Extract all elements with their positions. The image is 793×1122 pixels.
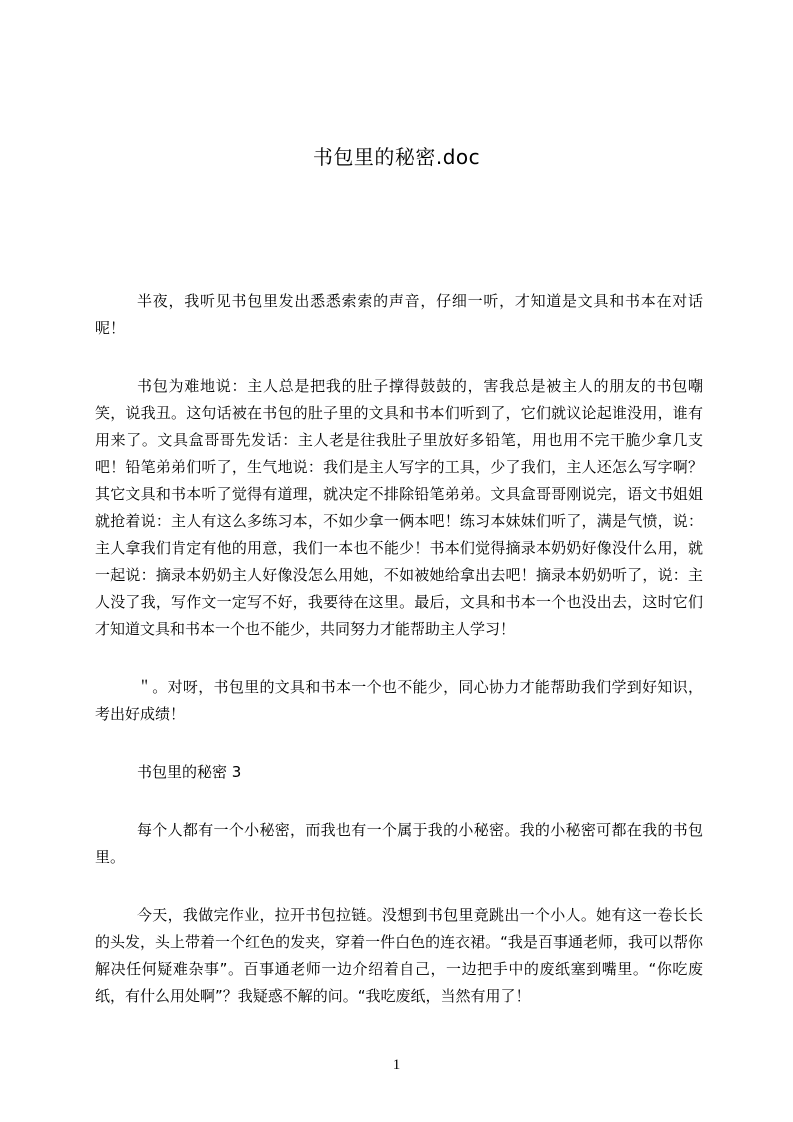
page-number: 1	[392, 1057, 401, 1073]
paragraph-4: 每个人都有一个小秘密，而我也有一个属于我的小秘密。我的小秘密可都在我的书包里。	[95, 821, 703, 866]
document-body	[95, 288, 703, 1041]
paragraph-3: ＂。对呀，书包里的文具和书本一个也不能少，同心协力才能帮助我们学到好知识，考出好成绩！	[95, 678, 703, 723]
paragraph-1: 半夜，我听见书包里发出悉悉索索的声音，仔细一听，才知道是文具和书本在对话呢！	[95, 292, 703, 337]
section-heading: 书包里的秘密 3	[137, 763, 242, 781]
paragraph-2: 书包为难地说：主人总是把我的肚子撑得鼓鼓的，害我总是被主人的朋友的书包嘲笑，说我丑。这句话被在书包的肚子里的文具和书本们听到了，它们就议论起谁没用，谁有用来了。文具盒哥哥先发话：主人老是往我肚子里放好多铅笔，用也用不完干脆少拿几支吧！铅笔弟弟们听了，生气地说：我们是主人写字的工具，少了我们，主人还怎么写字啊？其它文具和书本听了觉得有道理，就决定不排除铅笔弟弟。文具盒哥哥刚说完，语文书姐姐就抢着说：主人有这么多练习本，不如少拿一俩本吧！练习本妹妹们听了，满是气愤，说：主人拿我们肯定有他的用意，我们一本也不能少！书本们觉得摘录本奶奶好像没什么用，就一起说：摘录本奶奶主人好像没怎么用她，不如被她给拿出去吧！摘录本奶奶听了，说：主人没了我，写作文一定写不好，我要待在这里。最后，文具和书本一个也没出去，这时它们才知道文具和书本一个也不能少，共同努力才能帮助主人学习！	[95, 377, 703, 638]
paragraph-5: 今天，我做完作业，拉开书包拉链。没想到书包里竟跳出一个小人。她有这一卷长长的头发，头上带着一个红色的发夹，穿着一件白色的连衣裙。“我是百事通老师，我可以帮你解决任何疑难杂事”。百事通老师一边介绍着自己，一边把手中的废纸塞到嘴里。“你吃废纸，有什么用处啊”？我疑惑不解的问。“我吃废纸，当然有用了！	[95, 906, 703, 1005]
document-title: 书包里的秘密.doc	[312, 145, 481, 169]
